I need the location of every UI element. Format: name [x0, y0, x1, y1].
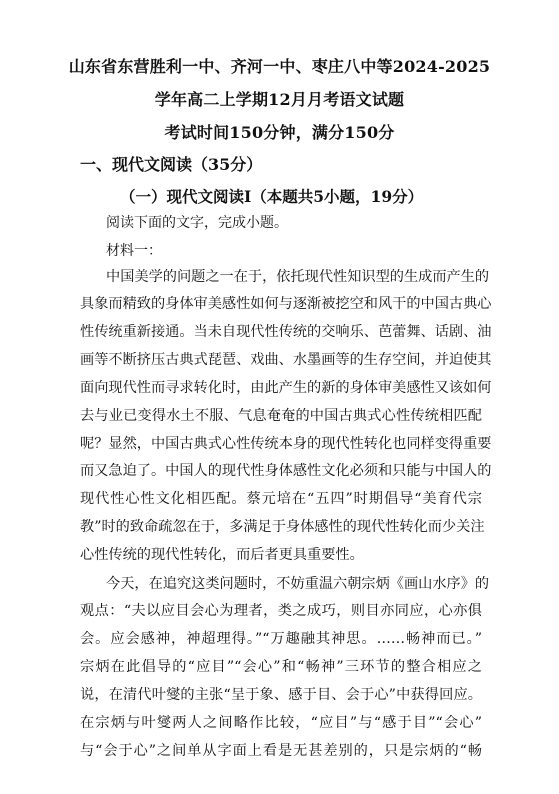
- exam-title-line-2: 学年高二上学期12月月考语文试题: [154, 90, 405, 109]
- passage-line: 中国美学的问题之一在于，依托现代性知识型的生成而产生的: [106, 269, 490, 285]
- material-label: 材料一：: [106, 243, 162, 259]
- passage-line: 去与业已变得水土不服、气息奄奄的中国古典式心性传统相匹配: [80, 408, 482, 424]
- reading-instruction: 阅读下面的文字，完成小题。: [106, 215, 288, 231]
- passage-line: 会。应会感神，神超理得。”“万趣融其神思。……畅神而已。”: [80, 631, 482, 647]
- passage-line: 观点：“夫以应目会心为理者，类之成巧，则目亦同应，心亦俱: [80, 603, 482, 619]
- passage-line: 性传统重新接通。当未自现代性传统的交响乐、芭蕾舞、话剧、油: [80, 324, 492, 340]
- passage-line: 教”时的致命疏忽在于，多满足于身体感性的现代性转化而少关注: [80, 519, 485, 535]
- exam-time-info: 考试时间150分钟，满分150分: [164, 123, 395, 142]
- passage-line: 具象而精致的身体审美感性如何与逐渐被挖空和风干的中国古典心: [80, 296, 492, 312]
- passage-line: 呢？显然，中国古典式心性传统本身的现代性转化也同样变得重要: [80, 436, 492, 452]
- section-subheading: （一）现代文阅读Ⅰ（本题共5小题，19分）: [120, 187, 424, 206]
- passage-line: 画等不断挤压古典式琵琶、戏曲、水墨画等的生存空间，并迫使其: [80, 352, 492, 368]
- passage-line: 心性传统的现代性转化，而后者更具重要性。: [80, 547, 364, 563]
- passage-line: 在宗炳与叶燮两人之间略作比较，“应目”与“感于目”“会心”: [80, 715, 482, 731]
- exam-title-line-1: 山东省东营胜利一中、齐河一中、枣庄八中等2024-2025: [68, 57, 491, 76]
- passage-line: 面向现代性而寻求转化时，由此产生的新的身体审美感性又该如何: [80, 380, 492, 396]
- passage-line: 与“会于心”之间单从字面上看是无甚差别的，只是宗炳的“畅: [80, 743, 482, 759]
- passage-line: 而又急迫了。中国人的现代性身体感性文化必须和只能与中国人的: [80, 463, 492, 479]
- passage-line: 宗炳在此倡导的“应目”“会心”和“畅神”三环节的整合相应之: [80, 659, 482, 675]
- passage-line: 现代性心性文化相匹配。蔡元培在“五四”时期倡导“美育代宗: [80, 491, 482, 507]
- passage-line: 说，在清代叶燮的主张“呈于象、感于目、会于心”中获得回应。: [80, 687, 482, 703]
- passage-line: 今天，在追究这类问题时，不妨重温六朝宗炳《画山水序》的: [106, 576, 490, 592]
- section-heading: 一、现代文阅读（35分）: [80, 155, 263, 174]
